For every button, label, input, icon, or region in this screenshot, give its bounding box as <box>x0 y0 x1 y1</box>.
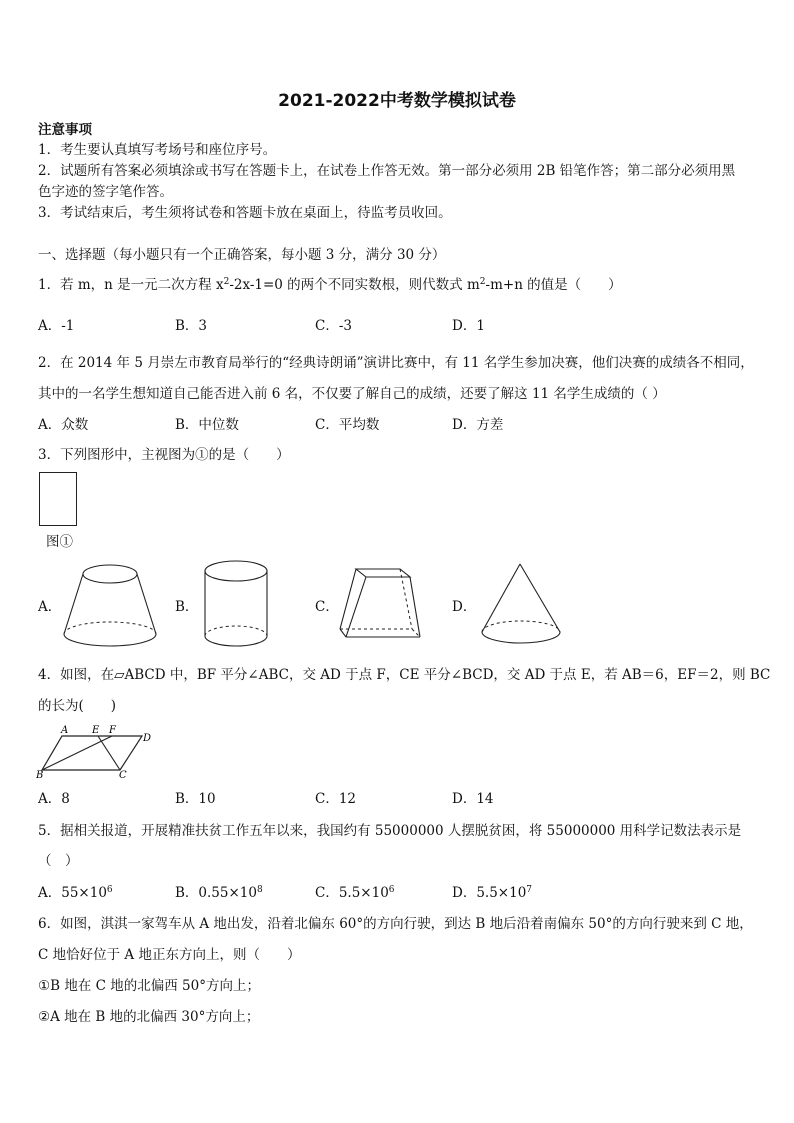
q3-figure-caption: 图① <box>46 534 73 550</box>
q3-cone-figure <box>476 560 566 648</box>
notice-heading: 注意事项 <box>38 122 92 138</box>
q5-option-c[interactable] <box>315 884 395 902</box>
q3-option-b[interactable]: B． <box>175 599 199 615</box>
q1-stem <box>38 276 622 294</box>
q4-label-f: F <box>109 725 116 736</box>
q1-option-d[interactable]: D．1 <box>452 318 485 334</box>
q4-label-d: D <box>143 733 152 744</box>
q1-option-b[interactable]: B．3 <box>175 318 208 334</box>
q5-option-d[interactable] <box>452 884 532 902</box>
q5-option-b[interactable] <box>175 884 263 902</box>
q4-label-b: B <box>36 770 44 780</box>
q2-stem-line-2: 其中的一名学生想知道自己能否进入前 6 名，不仅要了解自己的成绩，还要了解这 11 名学生成绩的（ ） <box>38 386 666 402</box>
q3-prism-frustum-figure <box>336 563 428 645</box>
notice-item-1: 1．考生要认真填写考场号和座位序号。 <box>38 142 277 158</box>
q1-stem-part-b: -2x-1=0 的两个不同实数根，则代数式 m <box>229 277 480 293</box>
q3-option-c[interactable]: C． <box>315 599 339 615</box>
q1-option-a[interactable]: A．-1 <box>38 318 75 334</box>
q4-option-b[interactable]: B．10 <box>175 791 216 807</box>
q5-option-b-exp: 8 <box>256 885 263 895</box>
notice-item-3: 3．考试结束后，考生须将试卷和答题卡放在桌面上，待监考员收回。 <box>38 205 452 221</box>
q3-cylinder-figure <box>200 558 272 650</box>
notice-item-2-cont: 色字迹的签字笔作答。 <box>38 184 173 200</box>
q5-option-d-base: D．5.5×10 <box>452 885 527 901</box>
q4-stem-line-1: 4．如图，在▱ABCD 中，BF 平分∠ABC，交 AD 于点 F，CE 平分∠BCD，交 AD 于点 E，若 AB＝6，EF＝2，则 BC <box>38 667 771 683</box>
q3-option-d[interactable]: D． <box>452 599 477 615</box>
q5-stem-line-1: 5．据相关报道，开展精准扶贫工作五年以来，我国约有 55000000 人摆脱贫困，将 55000000 用科学记数法表示是 <box>38 823 742 839</box>
q6-statement-2: ②A 地在 B 地的北偏西 30°方向上； <box>38 1009 260 1025</box>
q4-label-c: C <box>119 770 127 780</box>
q5-option-a-exp: 6 <box>106 885 113 895</box>
q4-option-c[interactable]: C．12 <box>315 791 357 807</box>
q3-option-a[interactable]: A． <box>38 599 62 615</box>
q6-statement-1: ①B 地在 C 地的北偏西 50°方向上； <box>38 978 260 994</box>
q6-stem-line-1: 6．如图，淇淇一家驾车从 A 地出发，沿着北偏东 60°的方向行驶，到达 B 地后沿着南偏东 50°的方向行驶来到 C 地， <box>38 916 753 932</box>
q6-stem-line-2: C 地恰好位于 A 地正东方向上，则（ ） <box>38 947 301 963</box>
q2-option-d[interactable]: D．方差 <box>452 417 504 433</box>
q2-option-a[interactable]: A．众数 <box>38 417 89 433</box>
q4-parallelogram-figure <box>36 722 156 780</box>
q5-option-b-base: B．0.55×10 <box>175 885 257 901</box>
q5-option-c-exp: 6 <box>388 885 395 895</box>
q5-option-a-base: A．55×10 <box>38 885 107 901</box>
exam-title: 2021-2022中考数学模拟试卷 <box>278 91 516 111</box>
q2-option-c[interactable]: C．平均数 <box>315 417 380 433</box>
q4-option-a[interactable]: A．8 <box>38 791 70 807</box>
q5-option-c-base: C．5.5×10 <box>315 885 389 901</box>
q1-exp-1: 2 <box>223 277 230 287</box>
q3-stem: 3．下列图形中，主视图为①的是（ ） <box>38 447 290 463</box>
q5-option-a[interactable] <box>38 884 113 902</box>
q4-stem-line-2: 的长为( ) <box>38 698 117 714</box>
q3-figure-rectangle <box>39 472 77 526</box>
q5-stem-line-2: （ ） <box>38 853 79 869</box>
section-heading: 一、选择题（每小题只有一个正确答案，每小题 3 分，满分 30 分） <box>38 247 446 263</box>
q5-option-d-exp: 7 <box>526 885 533 895</box>
q4-option-d[interactable]: D．14 <box>452 791 494 807</box>
q1-stem-part-a: 1．若 m，n 是一元二次方程 x <box>38 277 224 293</box>
notice-item-2: 2．试题所有答案必须填涂或书写在答题卡上，在试卷上作答无效。第一部分必须用 2B 铅笔作答；第二部分必须用黑 <box>38 163 736 179</box>
q1-stem-part-c: -m+n 的值是（ ） <box>485 277 622 293</box>
q2-stem-line-1: 2．在 2014 年 5 月崇左市教育局举行的“经典诗朗诵”演讲比赛中，有 11 名学生参加决赛，他们决赛的成绩各不相同， <box>38 355 754 371</box>
q1-option-c[interactable]: C．-3 <box>315 318 352 334</box>
q4-label-e: E <box>92 725 100 736</box>
q3-frustum-figure <box>60 562 160 648</box>
q2-option-b[interactable]: B．中位数 <box>175 417 239 433</box>
q1-exp-2: 2 <box>479 277 486 287</box>
q4-label-a: A <box>61 725 69 736</box>
